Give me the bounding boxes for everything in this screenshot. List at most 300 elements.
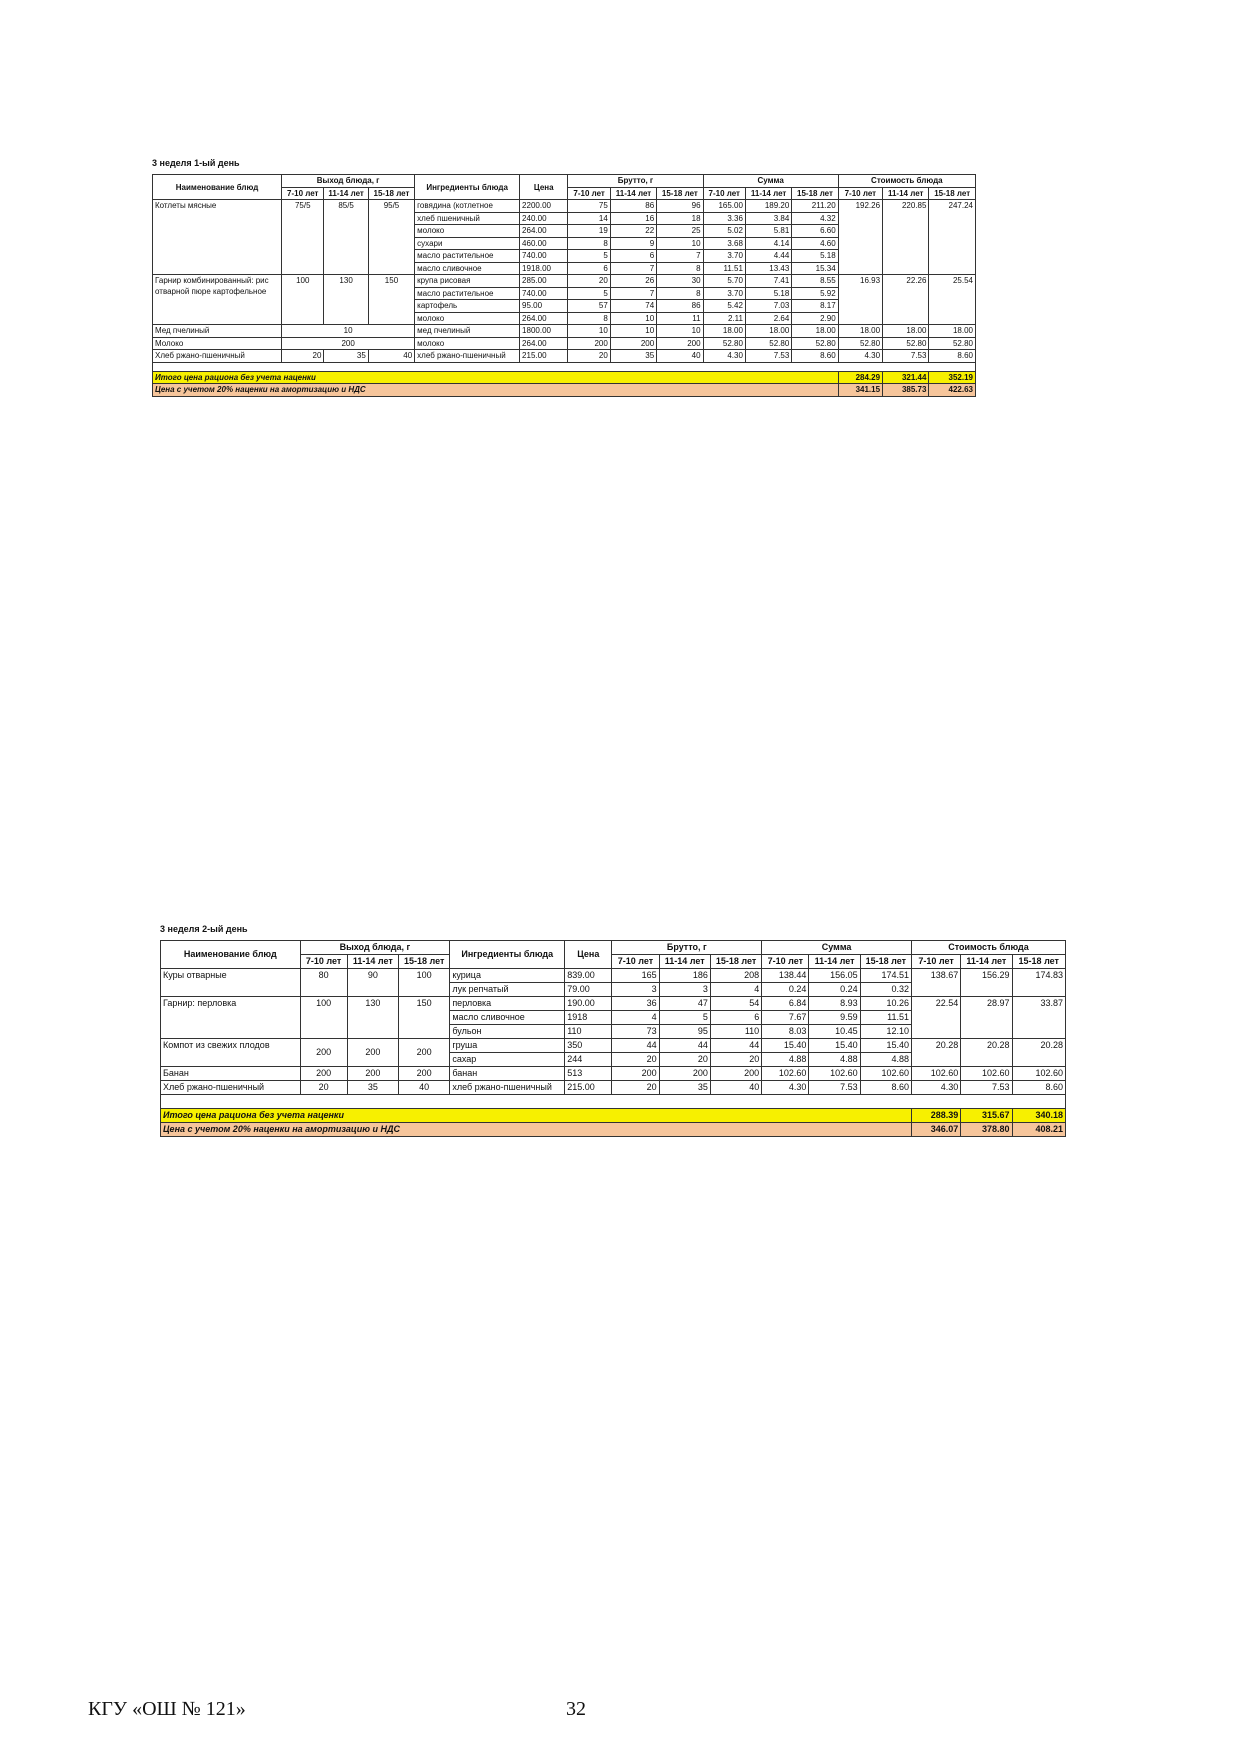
- sum-cell: 6.60: [792, 225, 838, 238]
- markup-value: 422.63: [929, 384, 976, 397]
- sum-cell: 8.93: [809, 997, 860, 1011]
- table-row: [153, 350, 976, 363]
- age-header: 15-18 лет: [792, 187, 838, 200]
- gross-cell: 7: [610, 287, 656, 300]
- cost-cell: 247.24: [929, 200, 976, 275]
- total-row: [153, 371, 976, 384]
- age-header: 15-18 лет: [368, 187, 414, 200]
- ingredient-cell: хлеб ржано-пшеничный: [415, 350, 520, 363]
- gross-cell: 7: [610, 262, 656, 275]
- dish-name: Хлеб ржано-пшеничный: [161, 1081, 301, 1095]
- price-cell: 839.00: [565, 969, 612, 983]
- sum-cell: 52.80: [745, 337, 791, 350]
- price-cell: 215.00: [565, 1081, 612, 1095]
- cost-cell: 20.28: [961, 1039, 1012, 1067]
- gross-cell: 35: [610, 350, 656, 363]
- gross-cell: 54: [710, 997, 761, 1011]
- header-gross: Брутто, г: [612, 941, 762, 955]
- sum-cell: 138.44: [762, 969, 809, 983]
- gross-cell: 10: [657, 325, 703, 338]
- dish-name: Гарнир комбинированный: рис отварной пюре картофельное: [153, 275, 282, 325]
- yield-cell: 95/5: [368, 200, 414, 275]
- age-header: 15-18 лет: [399, 955, 450, 969]
- gross-cell: 8: [568, 237, 610, 250]
- sum-cell: 15.34: [792, 262, 838, 275]
- gross-cell: 16: [610, 212, 656, 225]
- cost-cell: 16.93: [838, 275, 882, 325]
- header-ingredients: Ингредиенты блюда: [415, 175, 520, 200]
- total-label: Итого цена рациона без учета наценки: [153, 371, 839, 384]
- table-row: [161, 1039, 1066, 1053]
- sum-cell: 52.80: [792, 337, 838, 350]
- gross-cell: 8: [568, 312, 610, 325]
- yield-cell: 130: [347, 997, 398, 1039]
- cost-cell: 4.30: [911, 1081, 960, 1095]
- ingredient-cell: молоко: [415, 225, 520, 238]
- cost-cell: 25.54: [929, 275, 976, 325]
- gross-cell: 20: [568, 350, 610, 363]
- cost-cell: 52.80: [838, 337, 882, 350]
- dish-name: Куры отварные: [161, 969, 301, 997]
- yield-cell: 200: [300, 1039, 347, 1067]
- cost-cell: 156.29: [961, 969, 1012, 997]
- yield-cell: 75/5: [282, 200, 324, 275]
- header-cost: Стоимость блюда: [911, 941, 1065, 955]
- yield-cell: 20: [282, 350, 324, 363]
- ingredient-cell: хлеб ржано-пшеничный: [450, 1081, 565, 1095]
- header-dish: Наименование блюд: [153, 175, 282, 200]
- sum-cell: 0.32: [860, 983, 911, 997]
- sum-cell: 18.00: [792, 325, 838, 338]
- sum-cell: 2.90: [792, 312, 838, 325]
- price-cell: 240.00: [520, 212, 568, 225]
- sum-cell: 4.32: [792, 212, 838, 225]
- gross-cell: 25: [657, 225, 703, 238]
- gross-cell: 19: [568, 225, 610, 238]
- yield-cell: 100: [282, 275, 324, 325]
- dish-name: Гарнир: перловка: [161, 997, 301, 1039]
- sum-cell: 3.70: [703, 250, 745, 263]
- sum-cell: 165.00: [703, 200, 745, 213]
- sum-cell: 6.84: [762, 997, 809, 1011]
- yield-cell: 150: [368, 275, 414, 325]
- sum-cell: 174.51: [860, 969, 911, 983]
- price-cell: 350: [565, 1039, 612, 1053]
- markup-value: 408.21: [1012, 1123, 1065, 1137]
- sum-cell: 15.40: [809, 1039, 860, 1053]
- table-row: [153, 337, 976, 350]
- markup-value: 346.07: [911, 1123, 960, 1137]
- gross-cell: 10: [568, 325, 610, 338]
- gross-cell: 200: [612, 1067, 659, 1081]
- yield-cell: 200: [282, 337, 415, 350]
- gross-cell: 96: [657, 200, 703, 213]
- age-header: 7-10 лет: [911, 955, 960, 969]
- menu-table: [160, 940, 1066, 1137]
- gross-cell: 20: [659, 1053, 710, 1067]
- sum-cell: 10.45: [809, 1025, 860, 1039]
- sum-cell: 4.60: [792, 237, 838, 250]
- sum-cell: 11.51: [703, 262, 745, 275]
- sum-cell: 3.70: [703, 287, 745, 300]
- sum-cell: 4.88: [762, 1053, 809, 1067]
- sum-cell: 5.02: [703, 225, 745, 238]
- header-yield: Выход блюда, г: [300, 941, 450, 955]
- markup-row: [153, 384, 976, 397]
- sum-cell: 8.55: [792, 275, 838, 288]
- yield-cell: 10: [282, 325, 415, 338]
- ingredient-cell: хлеб пшеничный: [415, 212, 520, 225]
- gross-cell: 95: [659, 1025, 710, 1039]
- gross-cell: 20: [612, 1053, 659, 1067]
- yield-cell: 35: [324, 350, 368, 363]
- header-ingredients: Ингредиенты блюда: [450, 941, 565, 969]
- ingredient-cell: лук репчатый: [450, 983, 565, 997]
- age-header: 11-14 лет: [347, 955, 398, 969]
- sum-cell: 4.88: [860, 1053, 911, 1067]
- gross-cell: 200: [568, 337, 610, 350]
- cost-cell: 20.28: [1012, 1039, 1065, 1067]
- ingredient-cell: масло сливочное: [415, 262, 520, 275]
- menu-table: [152, 174, 976, 397]
- age-header: 15-18 лет: [1012, 955, 1065, 969]
- cost-cell: 7.53: [961, 1081, 1012, 1095]
- sum-cell: 13.43: [745, 262, 791, 275]
- yield-cell: 200: [347, 1067, 398, 1081]
- ingredient-cell: бульон: [450, 1025, 565, 1039]
- price-cell: 79.00: [565, 983, 612, 997]
- menu-week3-day1: [152, 158, 976, 397]
- price-cell: 215.00: [520, 350, 568, 363]
- age-header: 7-10 лет: [762, 955, 809, 969]
- sum-cell: 4.44: [745, 250, 791, 263]
- sum-cell: 12.10: [860, 1025, 911, 1039]
- price-cell: 460.00: [520, 237, 568, 250]
- ingredient-cell: говядина (котлетное: [415, 200, 520, 213]
- gross-cell: 40: [710, 1081, 761, 1095]
- cost-cell: 22.54: [911, 997, 960, 1039]
- gross-cell: 10: [657, 237, 703, 250]
- gross-cell: 8: [657, 287, 703, 300]
- table-row: [161, 1067, 1066, 1081]
- sum-cell: 102.60: [809, 1067, 860, 1081]
- age-header: 11-14 лет: [610, 187, 656, 200]
- age-header: 7-10 лет: [300, 955, 347, 969]
- gross-cell: 44: [659, 1039, 710, 1053]
- gross-cell: 30: [657, 275, 703, 288]
- header-price: Цена: [520, 175, 568, 200]
- cost-cell: 18.00: [883, 325, 929, 338]
- sum-cell: 5.81: [745, 225, 791, 238]
- menu-week3-day2: [160, 924, 1066, 1137]
- yield-cell: 150: [399, 997, 450, 1039]
- dish-name: Котлеты мясные: [153, 200, 282, 275]
- sum-cell: 3.84: [745, 212, 791, 225]
- gross-cell: 44: [710, 1039, 761, 1053]
- gross-cell: 8: [657, 262, 703, 275]
- total-value: 340.18: [1012, 1109, 1065, 1123]
- sum-cell: 4.88: [809, 1053, 860, 1067]
- total-value: 288.39: [911, 1109, 960, 1123]
- sum-cell: 9.59: [809, 1011, 860, 1025]
- gross-cell: 86: [610, 200, 656, 213]
- price-cell: 1918: [565, 1011, 612, 1025]
- sum-cell: 4.30: [703, 350, 745, 363]
- cost-cell: 220.85: [883, 200, 929, 275]
- gross-cell: 18: [657, 212, 703, 225]
- age-header: 11-14 лет: [745, 187, 791, 200]
- gross-cell: 40: [657, 350, 703, 363]
- sum-cell: 0.24: [762, 983, 809, 997]
- spacer-row: [161, 1095, 1066, 1109]
- ingredient-cell: сахар: [450, 1053, 565, 1067]
- total-value: 315.67: [961, 1109, 1012, 1123]
- sum-cell: 5.18: [792, 250, 838, 263]
- header-gross: Брутто, г: [568, 175, 703, 188]
- cost-cell: 18.00: [929, 325, 976, 338]
- gross-cell: 6: [568, 262, 610, 275]
- ingredient-cell: масло растительное: [415, 287, 520, 300]
- yield-cell: 200: [399, 1067, 450, 1081]
- gross-cell: 7: [657, 250, 703, 263]
- gross-cell: 20: [612, 1081, 659, 1095]
- dish-name: Банан: [161, 1067, 301, 1081]
- gross-cell: 6: [710, 1011, 761, 1025]
- price-cell: 264.00: [520, 225, 568, 238]
- age-header: 15-18 лет: [929, 187, 976, 200]
- yield-cell: 85/5: [324, 200, 368, 275]
- sum-cell: 2.64: [745, 312, 791, 325]
- sum-cell: 211.20: [792, 200, 838, 213]
- ingredient-cell: перловка: [450, 997, 565, 1011]
- price-cell: 740.00: [520, 250, 568, 263]
- sum-cell: 15.40: [762, 1039, 809, 1053]
- sum-cell: 7.53: [809, 1081, 860, 1095]
- sum-cell: 8.03: [762, 1025, 809, 1039]
- gross-cell: 6: [610, 250, 656, 263]
- spacer-cell: [161, 1095, 1066, 1109]
- sum-cell: 8.17: [792, 300, 838, 313]
- age-header: 7-10 лет: [612, 955, 659, 969]
- sum-cell: 2.11: [703, 312, 745, 325]
- price-cell: 110: [565, 1025, 612, 1039]
- price-cell: 264.00: [520, 337, 568, 350]
- spacer-cell: [153, 362, 976, 371]
- gross-cell: 44: [612, 1039, 659, 1053]
- yield-cell: 200: [399, 1039, 450, 1067]
- sum-cell: 156.05: [809, 969, 860, 983]
- dish-name: Мед пчелиный: [153, 325, 282, 338]
- gross-cell: 200: [610, 337, 656, 350]
- ingredient-cell: банан: [450, 1067, 565, 1081]
- page-number: 32: [566, 1698, 586, 1720]
- sum-cell: 4.30: [762, 1081, 809, 1095]
- total-label: Итого цена рациона без учета наценки: [161, 1109, 912, 1123]
- price-cell: 740.00: [520, 287, 568, 300]
- header-dish: Наименование блюд: [161, 941, 301, 969]
- gross-cell: 10: [610, 312, 656, 325]
- age-header: 11-14 лет: [961, 955, 1012, 969]
- cost-cell: 138.67: [911, 969, 960, 997]
- price-cell: 513: [565, 1067, 612, 1081]
- sum-cell: 52.80: [703, 337, 745, 350]
- ingredient-cell: курица: [450, 969, 565, 983]
- sum-cell: 7.53: [745, 350, 791, 363]
- sum-cell: 15.40: [860, 1039, 911, 1053]
- age-header: 15-18 лет: [860, 955, 911, 969]
- cost-cell: 102.60: [961, 1067, 1012, 1081]
- gross-cell: 86: [657, 300, 703, 313]
- sum-cell: 5.92: [792, 287, 838, 300]
- cost-cell: 8.60: [1012, 1081, 1065, 1095]
- price-cell: 2200.00: [520, 200, 568, 213]
- total-value: 352.19: [929, 371, 976, 384]
- dish-name: Молоко: [153, 337, 282, 350]
- cost-cell: 102.60: [911, 1067, 960, 1081]
- cost-cell: 52.80: [883, 337, 929, 350]
- gross-cell: 5: [568, 250, 610, 263]
- gross-cell: 74: [610, 300, 656, 313]
- gross-cell: 4: [710, 983, 761, 997]
- sum-cell: 102.60: [860, 1067, 911, 1081]
- yield-cell: 90: [347, 969, 398, 997]
- sum-cell: 4.14: [745, 237, 791, 250]
- gross-cell: 200: [710, 1067, 761, 1081]
- markup-value: 378.80: [961, 1123, 1012, 1137]
- cost-cell: 28.97: [961, 997, 1012, 1039]
- yield-cell: 130: [324, 275, 368, 325]
- sum-cell: 7.41: [745, 275, 791, 288]
- gross-cell: 4: [612, 1011, 659, 1025]
- age-header: 7-10 лет: [838, 187, 882, 200]
- table-row: [161, 969, 1066, 983]
- gross-cell: 5: [659, 1011, 710, 1025]
- age-header: 7-10 лет: [568, 187, 610, 200]
- table-row: [153, 200, 976, 213]
- gross-cell: 57: [568, 300, 610, 313]
- markup-value: 341.15: [838, 384, 882, 397]
- gross-cell: 14: [568, 212, 610, 225]
- sum-cell: 0.24: [809, 983, 860, 997]
- table-title: 3 неделя 2-ый день: [160, 924, 248, 934]
- age-header: 11-14 лет: [324, 187, 368, 200]
- table-row: [153, 275, 976, 288]
- spacer-row: [153, 362, 976, 371]
- header-price: Цена: [565, 941, 612, 969]
- sum-cell: 7.67: [762, 1011, 809, 1025]
- sum-cell: 5.70: [703, 275, 745, 288]
- ingredient-cell: молоко: [415, 312, 520, 325]
- cost-cell: 22.26: [883, 275, 929, 325]
- sum-cell: 18.00: [703, 325, 745, 338]
- gross-cell: 9: [610, 237, 656, 250]
- gross-cell: 3: [612, 983, 659, 997]
- sum-cell: 5.42: [703, 300, 745, 313]
- cost-cell: 20.28: [911, 1039, 960, 1067]
- header-yield: Выход блюда, г: [282, 175, 415, 188]
- table-row: [161, 1081, 1066, 1095]
- sum-cell: 189.20: [745, 200, 791, 213]
- yield-cell: 35: [347, 1081, 398, 1095]
- yield-cell: 40: [399, 1081, 450, 1095]
- gross-cell: 200: [659, 1067, 710, 1081]
- age-header: 7-10 лет: [282, 187, 324, 200]
- footer-organization: КГУ «ОШ № 121»: [88, 1698, 246, 1720]
- cost-cell: 102.60: [1012, 1067, 1065, 1081]
- yield-cell: 200: [300, 1067, 347, 1081]
- dish-name: Компот из свежих плодов: [161, 1039, 301, 1067]
- total-row: [161, 1109, 1066, 1123]
- sum-cell: 8.60: [860, 1081, 911, 1095]
- ingredient-cell: мед пчелиный: [415, 325, 520, 338]
- markup-label: Цена с учетом 20% наценки на амортизацию и НДС: [153, 384, 839, 397]
- gross-cell: 73: [612, 1025, 659, 1039]
- price-cell: 264.00: [520, 312, 568, 325]
- table-row: [161, 997, 1066, 1011]
- gross-cell: 75: [568, 200, 610, 213]
- gross-cell: 26: [610, 275, 656, 288]
- header-sum: Сумма: [762, 941, 912, 955]
- total-value: 321.44: [883, 371, 929, 384]
- yield-cell: 80: [300, 969, 347, 997]
- gross-cell: 20: [568, 275, 610, 288]
- ingredient-cell: масло сливочное: [450, 1011, 565, 1025]
- price-cell: 1800.00: [520, 325, 568, 338]
- ingredient-cell: молоко: [415, 337, 520, 350]
- sum-cell: 11.51: [860, 1011, 911, 1025]
- price-cell: 1918.00: [520, 262, 568, 275]
- cost-cell: 4.30: [838, 350, 882, 363]
- gross-cell: 36: [612, 997, 659, 1011]
- yield-cell: 20: [300, 1081, 347, 1095]
- cost-cell: 33.87: [1012, 997, 1065, 1039]
- price-cell: 190.00: [565, 997, 612, 1011]
- total-value: 284.29: [838, 371, 882, 384]
- markup-label: Цена с учетом 20% наценки на амортизацию и НДС: [161, 1123, 912, 1137]
- yield-cell: 40: [368, 350, 414, 363]
- yield-cell: 200: [347, 1039, 398, 1067]
- age-header: 15-18 лет: [710, 955, 761, 969]
- sum-cell: 5.18: [745, 287, 791, 300]
- header-cost: Стоимость блюда: [838, 175, 975, 188]
- gross-cell: 110: [710, 1025, 761, 1039]
- ingredient-cell: крупа рисовая: [415, 275, 520, 288]
- sum-cell: 10.26: [860, 997, 911, 1011]
- gross-cell: 5: [568, 287, 610, 300]
- gross-cell: 11: [657, 312, 703, 325]
- sum-cell: 102.60: [762, 1067, 809, 1081]
- dish-name: Хлеб ржано-пшеничный: [153, 350, 282, 363]
- ingredient-cell: картофель: [415, 300, 520, 313]
- age-header: 11-14 лет: [883, 187, 929, 200]
- age-header: 7-10 лет: [703, 187, 745, 200]
- sum-cell: 3.36: [703, 212, 745, 225]
- table-row: [153, 325, 976, 338]
- cost-cell: 8.60: [929, 350, 976, 363]
- yield-cell: 100: [399, 969, 450, 997]
- gross-cell: 35: [659, 1081, 710, 1095]
- sum-cell: 18.00: [745, 325, 791, 338]
- gross-cell: 200: [657, 337, 703, 350]
- gross-cell: 22: [610, 225, 656, 238]
- cost-cell: 18.00: [838, 325, 882, 338]
- sum-cell: 3.68: [703, 237, 745, 250]
- header-sum: Сумма: [703, 175, 838, 188]
- price-cell: 244: [565, 1053, 612, 1067]
- gross-cell: 208: [710, 969, 761, 983]
- sum-cell: 7.03: [745, 300, 791, 313]
- markup-value: 385.73: [883, 384, 929, 397]
